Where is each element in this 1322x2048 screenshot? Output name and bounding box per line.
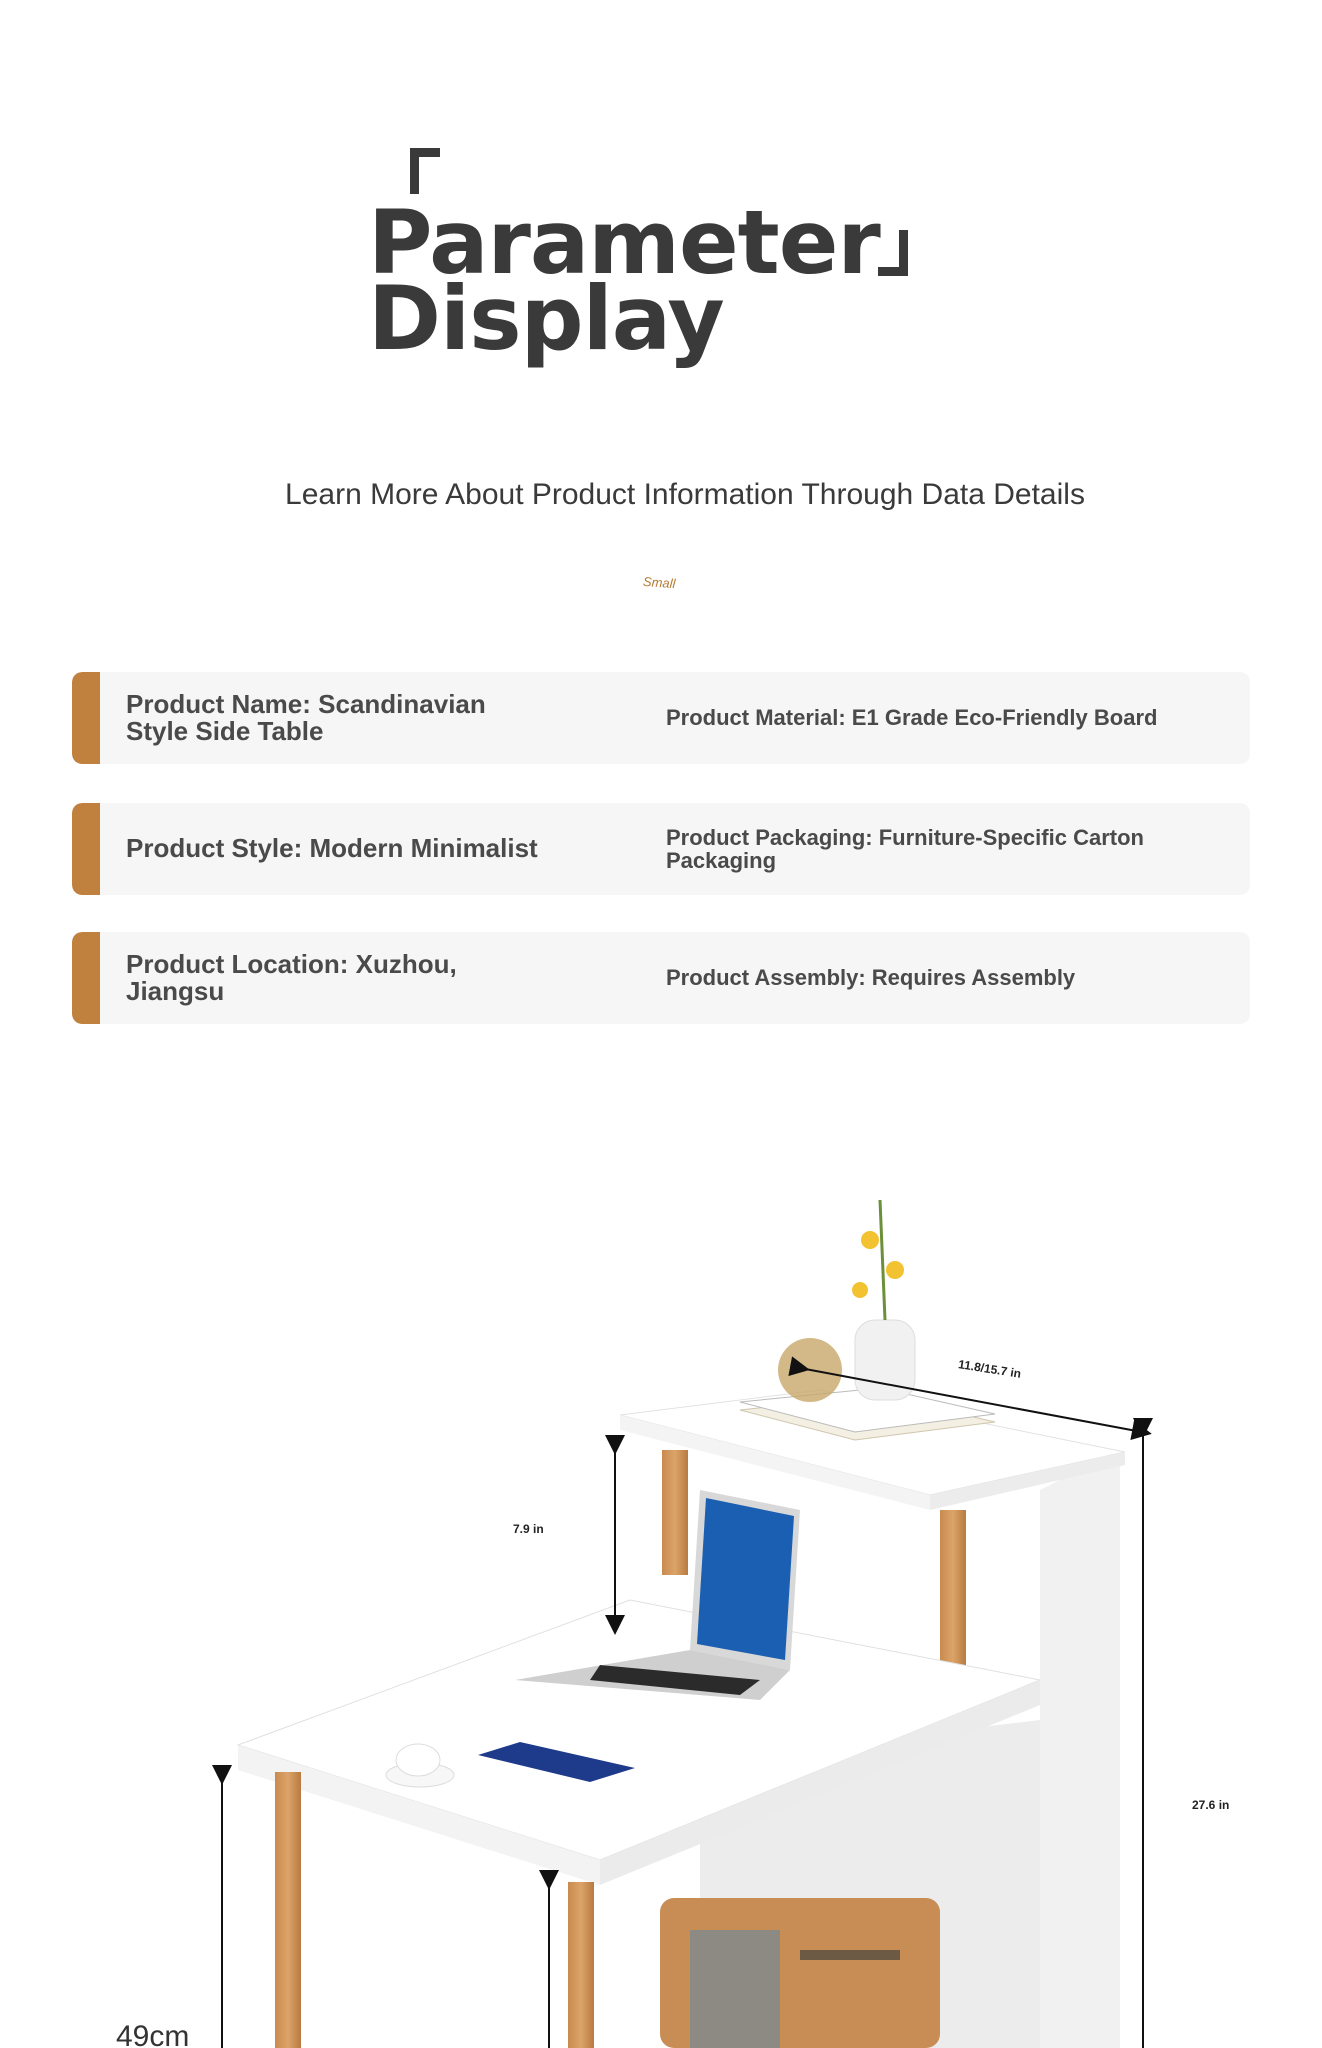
bracket-close-decoration xyxy=(878,230,908,276)
title-line-2: Display xyxy=(368,267,724,370)
row-accent-bar xyxy=(72,803,100,895)
parameter-row xyxy=(72,803,1250,895)
bracket-open-decoration xyxy=(410,148,440,194)
lower-height-label: 49cm xyxy=(116,2020,190,2048)
total-height-label: 27.6 in xyxy=(1192,1798,1230,1812)
page-subtitle: Learn More About Product Information Through Data Details xyxy=(285,478,1085,511)
product-packaging-param: Product Packaging: Furniture-Specific Carton Packaging xyxy=(666,824,1144,873)
parameter-row xyxy=(72,672,1250,764)
parameter-row xyxy=(72,932,1250,1024)
product-photo xyxy=(0,1160,1322,2048)
product-material-param: Product Material: E1 Grade Eco-Friendly Board xyxy=(666,705,1158,731)
product-style-param: Product Style: Modern Minimalist xyxy=(126,833,538,864)
page-title xyxy=(368,191,968,370)
side-table-illustration xyxy=(0,1160,1322,2048)
top-depth-label: 11.8/15.7 in xyxy=(957,1357,1023,1381)
product-location-param: Product Location: Xuzhou, Jiangsu xyxy=(126,948,457,1006)
product-name-param: Product Name: Scandinavian Style Side Table xyxy=(126,688,486,746)
top-gap-label: 7.9 in xyxy=(513,1522,544,1536)
title-line-1: Parameter xyxy=(368,191,880,294)
row-accent-bar xyxy=(72,932,100,1024)
row-accent-bar xyxy=(72,672,100,764)
size-tag: Small xyxy=(642,573,676,592)
product-assembly-param: Product Assembly: Requires Assembly xyxy=(666,965,1076,991)
